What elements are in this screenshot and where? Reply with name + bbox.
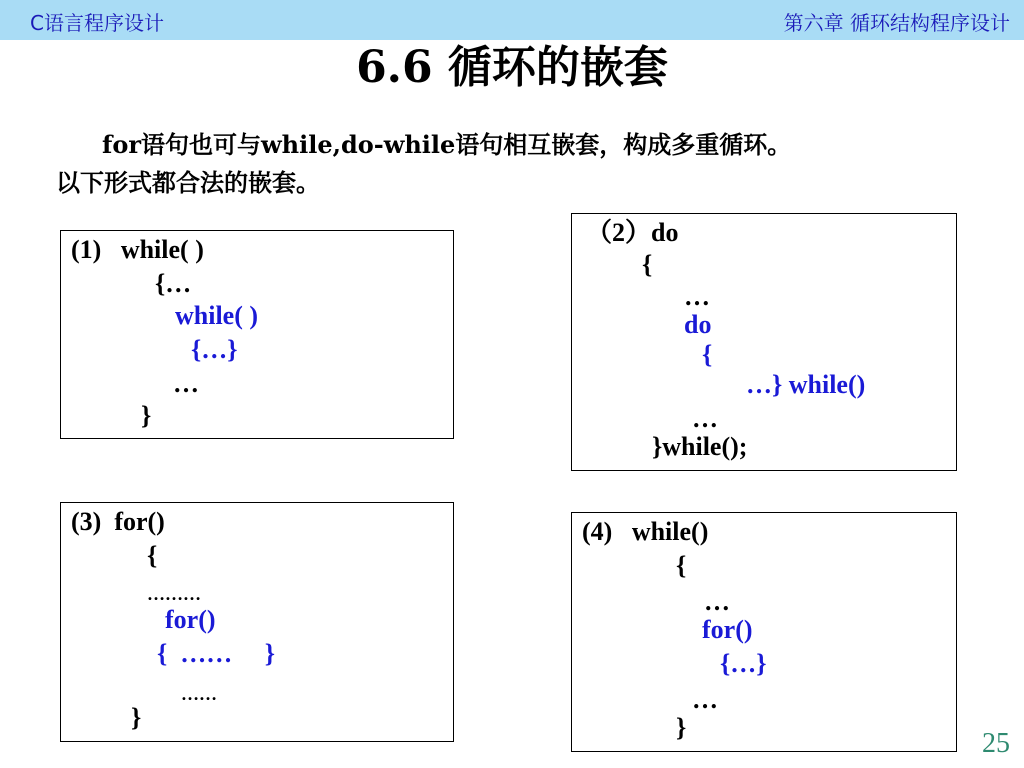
code-line: （2）do xyxy=(586,218,679,247)
code-line: ……… xyxy=(147,584,201,604)
code-line: … xyxy=(173,369,199,398)
code-line-nested: for() xyxy=(165,605,216,634)
intro-paragraph xyxy=(56,126,1016,202)
code-line-nested: for() xyxy=(702,615,753,644)
code-line: }while(); xyxy=(652,432,748,461)
code-box-do-do xyxy=(571,213,957,471)
course-title: C语言程序设计 xyxy=(30,11,164,35)
code-line: … xyxy=(684,282,710,311)
code-line: (1) while( ) xyxy=(71,235,204,264)
code-line-nested: { xyxy=(702,340,713,369)
code-line: } xyxy=(676,713,687,742)
slide-title: 6.6 循环的嵌套 xyxy=(356,42,668,93)
code-line-nested: while( ) xyxy=(175,301,259,330)
page-number: 25 xyxy=(982,728,1010,759)
code-line: (3) for() xyxy=(71,507,165,536)
chapter-title: 第六章 循环结构程序设计 xyxy=(783,11,1010,35)
code-line-nested: do xyxy=(684,310,712,339)
code-line-nested: { …… } xyxy=(157,639,275,668)
code-line-nested: {…} xyxy=(720,649,767,678)
code-line: } xyxy=(141,401,152,430)
code-line: …… xyxy=(181,684,217,704)
code-line: … xyxy=(692,685,718,714)
code-line: … xyxy=(692,404,718,433)
code-box-for-for xyxy=(60,502,454,742)
intro-line-1: for语句也可与while,do-while语句相互嵌套，构成多重循环。 xyxy=(102,130,792,159)
code-line: } xyxy=(131,703,142,732)
code-line: (4) while() xyxy=(582,517,709,546)
code-box-while-for xyxy=(571,512,957,752)
code-line: … xyxy=(704,587,730,616)
code-line: { xyxy=(147,541,158,570)
code-line: { xyxy=(676,551,687,580)
code-line: {… xyxy=(155,269,192,298)
header-bar xyxy=(0,0,1024,40)
code-line-nested: {…} xyxy=(191,335,238,364)
code-box-while-while xyxy=(60,230,454,439)
code-line: { xyxy=(642,250,653,279)
intro-line-2: 以下形式都合法的嵌套。 xyxy=(56,168,320,197)
code-line-nested: …} while() xyxy=(746,370,866,399)
